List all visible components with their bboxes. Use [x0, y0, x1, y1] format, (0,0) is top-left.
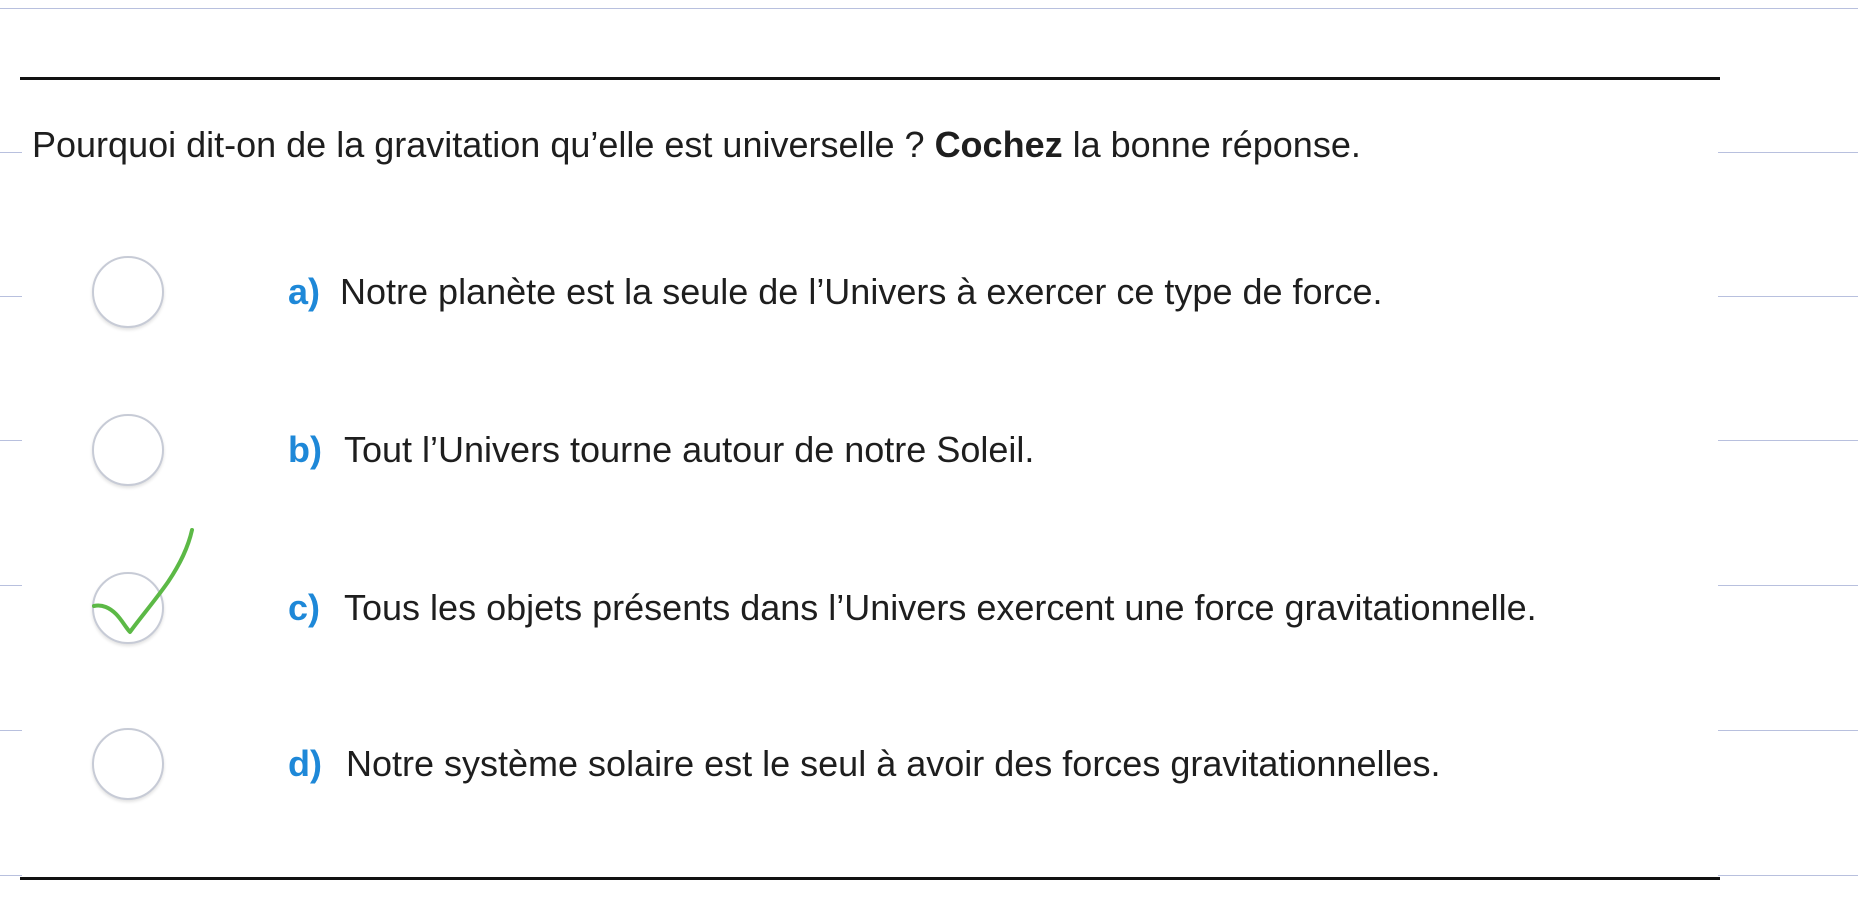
option-text-d: Notre système solaire est le seul à avoir des forces gravitationnelles.	[345, 743, 1441, 784]
ruled-line	[0, 730, 22, 731]
radio-button-d[interactable]	[92, 728, 164, 800]
question-prefix: Pourquoi dit-on de la gravitation qu’elle est universelle ?	[32, 124, 925, 165]
top-border	[20, 77, 1720, 80]
ruled-line	[1718, 875, 1858, 876]
ruled-line	[1718, 152, 1858, 153]
ruled-line	[0, 296, 22, 297]
ruled-line	[0, 152, 22, 153]
option-letter-c: c)	[288, 587, 321, 628]
question-suffix: la bonne réponse.	[1072, 124, 1361, 165]
bottom-border	[20, 877, 1720, 880]
ruled-line	[1718, 585, 1858, 586]
option-text-c: Tous les objets présents dans l’Univers exercent une force gravitationnelle.	[344, 587, 1537, 628]
ruled-line	[0, 8, 1858, 9]
radio-button-b[interactable]	[92, 414, 164, 486]
answer-option-d[interactable]	[92, 724, 1652, 804]
ruled-line	[0, 440, 22, 441]
option-text-b: Tout l’Univers tourne autour de notre Soleil.	[343, 429, 1035, 470]
question-emphasis: Cochez	[934, 124, 1063, 165]
handwritten-checkmark-icon	[88, 518, 218, 640]
ruled-line	[0, 875, 22, 876]
option-letter-a: a)	[288, 271, 321, 312]
option-letter-b: b)	[288, 429, 322, 470]
radio-button-a[interactable]	[92, 256, 164, 328]
question-text	[32, 124, 1361, 166]
answer-option-a[interactable]	[92, 252, 1652, 332]
ruled-line	[1718, 440, 1858, 441]
ruled-line	[1718, 296, 1858, 297]
option-letter-d: d)	[288, 743, 322, 784]
answer-option-c[interactable]	[92, 568, 1652, 648]
answer-option-b[interactable]	[92, 410, 1652, 490]
option-text-a: Notre planète est la seule de l’Univers à exercer ce type de force.	[340, 271, 1383, 312]
ruled-line	[1718, 730, 1858, 731]
checkmark-stroke	[94, 530, 192, 632]
ruled-line	[0, 585, 22, 586]
